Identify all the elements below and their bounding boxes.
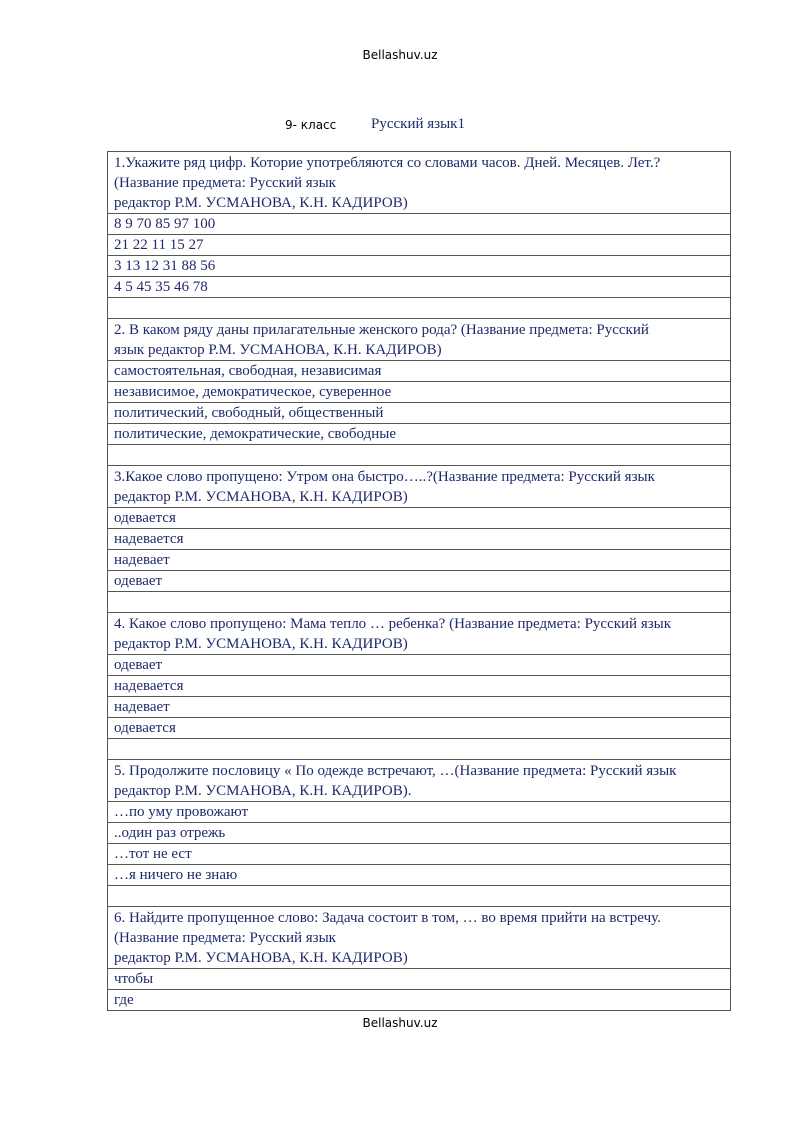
answer-option[interactable]: одевается bbox=[108, 508, 731, 529]
answer-option-row[interactable] bbox=[108, 844, 731, 865]
answer-option[interactable]: 21 22 11 15 27 bbox=[108, 235, 731, 256]
question-line: редактор Р.М. УСМАНОВА, К.Н. КАДИРОВ) bbox=[114, 489, 408, 505]
question-line: 5. Продолжите пословицу « По одежде встречают, …(Название предмета: Русский язык bbox=[114, 763, 677, 779]
spacer-cell bbox=[108, 592, 731, 613]
answer-option[interactable]: …я ничего не знаю bbox=[108, 865, 731, 886]
answer-option-row[interactable] bbox=[108, 235, 731, 256]
question-text bbox=[108, 907, 731, 969]
spacer-cell bbox=[108, 445, 731, 466]
question-line: 6. Найдите пропущенное слово: Задача состоит в том, … во время прийти на встречу. bbox=[114, 910, 661, 926]
question-text bbox=[108, 760, 731, 802]
answer-option[interactable]: 4 5 45 35 46 78 bbox=[108, 277, 731, 298]
question-line: редактор Р.М. УСМАНОВА, К.Н. КАДИРОВ). bbox=[114, 783, 412, 799]
answer-option[interactable]: политический, свободный, общественный bbox=[108, 403, 731, 424]
question-line: редактор Р.М. УСМАНОВА, К.Н. КАДИРОВ) bbox=[114, 950, 408, 966]
answer-option[interactable]: где bbox=[108, 990, 731, 1011]
answer-option[interactable]: политические, демократические, свободные bbox=[108, 424, 731, 445]
question-text bbox=[108, 152, 731, 214]
answer-option-row[interactable] bbox=[108, 529, 731, 550]
site-footer: Bellashuv.uz bbox=[362, 1016, 438, 1030]
question-row bbox=[108, 152, 731, 214]
answer-option-row[interactable] bbox=[108, 361, 731, 382]
question-line: 4. Какое слово пропущено: Мама тепло … ребенка? (Название предмета: Русский язык bbox=[114, 616, 672, 632]
answer-option-row[interactable] bbox=[108, 214, 731, 235]
answer-option-row[interactable] bbox=[108, 424, 731, 445]
answer-option-row[interactable] bbox=[108, 655, 731, 676]
question-line: редактор Р.М. УСМАНОВА, К.Н. КАДИРОВ) bbox=[114, 636, 408, 652]
question-row bbox=[108, 907, 731, 969]
answer-option[interactable]: одевает bbox=[108, 571, 731, 592]
question-text bbox=[108, 466, 731, 508]
answer-option[interactable]: …по уму провожают bbox=[108, 802, 731, 823]
answer-option-row[interactable] bbox=[108, 550, 731, 571]
answer-option-row[interactable] bbox=[108, 990, 731, 1011]
question-row bbox=[108, 466, 731, 508]
question-text bbox=[108, 613, 731, 655]
answer-option[interactable]: чтобы bbox=[108, 969, 731, 990]
answer-option-row[interactable] bbox=[108, 382, 731, 403]
answer-option[interactable]: одевается bbox=[108, 718, 731, 739]
site-header: Bellashuv.uz bbox=[362, 48, 438, 62]
question-line: язык редактор Р.М. УСМАНОВА, К.Н. КАДИРОВ) bbox=[114, 342, 442, 358]
answer-option-row[interactable] bbox=[108, 697, 731, 718]
answer-option-row[interactable] bbox=[108, 865, 731, 886]
answer-option-row[interactable] bbox=[108, 403, 731, 424]
answer-option-row[interactable] bbox=[108, 969, 731, 990]
question-row bbox=[108, 613, 731, 655]
answer-option-row[interactable] bbox=[108, 256, 731, 277]
spacer-row bbox=[108, 739, 731, 760]
question-line: 2. В каком ряду даны прилагательные женского рода? (Название предмета: Русский bbox=[114, 322, 649, 338]
answer-option[interactable]: надевается bbox=[108, 676, 731, 697]
question-row bbox=[108, 760, 731, 802]
question-row bbox=[108, 319, 731, 361]
answer-option[interactable]: ..один раз отрежь bbox=[108, 823, 731, 844]
answer-option[interactable]: самостоятельная, свободная, независимая bbox=[108, 361, 731, 382]
answer-option[interactable]: независимое, демократическое, суверенное bbox=[108, 382, 731, 403]
spacer-row bbox=[108, 886, 731, 907]
spacer-cell bbox=[108, 298, 731, 319]
answer-option-row[interactable] bbox=[108, 823, 731, 844]
grade-label: 9- класс bbox=[285, 118, 337, 132]
answer-option[interactable]: 8 9 70 85 97 100 bbox=[108, 214, 731, 235]
answer-option-row[interactable] bbox=[108, 571, 731, 592]
answer-option[interactable]: одевает bbox=[108, 655, 731, 676]
answer-option[interactable]: надевается bbox=[108, 529, 731, 550]
answer-option[interactable]: 3 13 12 31 88 56 bbox=[108, 256, 731, 277]
question-line: 1.Укажите ряд цифр. Которие употребляются со словами часов. Дней. Месяцев. Лет.? bbox=[114, 155, 661, 171]
answer-option-row[interactable] bbox=[108, 676, 731, 697]
answer-option[interactable]: надевает bbox=[108, 697, 731, 718]
spacer-row bbox=[108, 445, 731, 466]
test-table bbox=[107, 151, 731, 1011]
question-line: (Название предмета: Русский язык bbox=[114, 930, 336, 946]
spacer-row bbox=[108, 592, 731, 613]
answer-option-row[interactable] bbox=[108, 718, 731, 739]
question-line: редактор Р.М. УСМАНОВА, К.Н. КАДИРОВ) bbox=[114, 195, 408, 211]
answer-option-row[interactable] bbox=[108, 802, 731, 823]
question-line: 3.Какое слово пропущено: Утром она быстро…..?(Название предмета: Русский язык bbox=[114, 469, 655, 485]
question-text bbox=[108, 319, 731, 361]
question-line: (Название предмета: Русский язык bbox=[114, 175, 336, 191]
subject-label: Русский язык1 bbox=[371, 116, 465, 132]
spacer-row bbox=[108, 298, 731, 319]
spacer-cell bbox=[108, 886, 731, 907]
title-row bbox=[0, 116, 800, 136]
answer-option[interactable]: надевает bbox=[108, 550, 731, 571]
spacer-cell bbox=[108, 739, 731, 760]
answer-option-row[interactable] bbox=[108, 508, 731, 529]
answer-option-row[interactable] bbox=[108, 277, 731, 298]
answer-option[interactable]: …тот не ест bbox=[108, 844, 731, 865]
